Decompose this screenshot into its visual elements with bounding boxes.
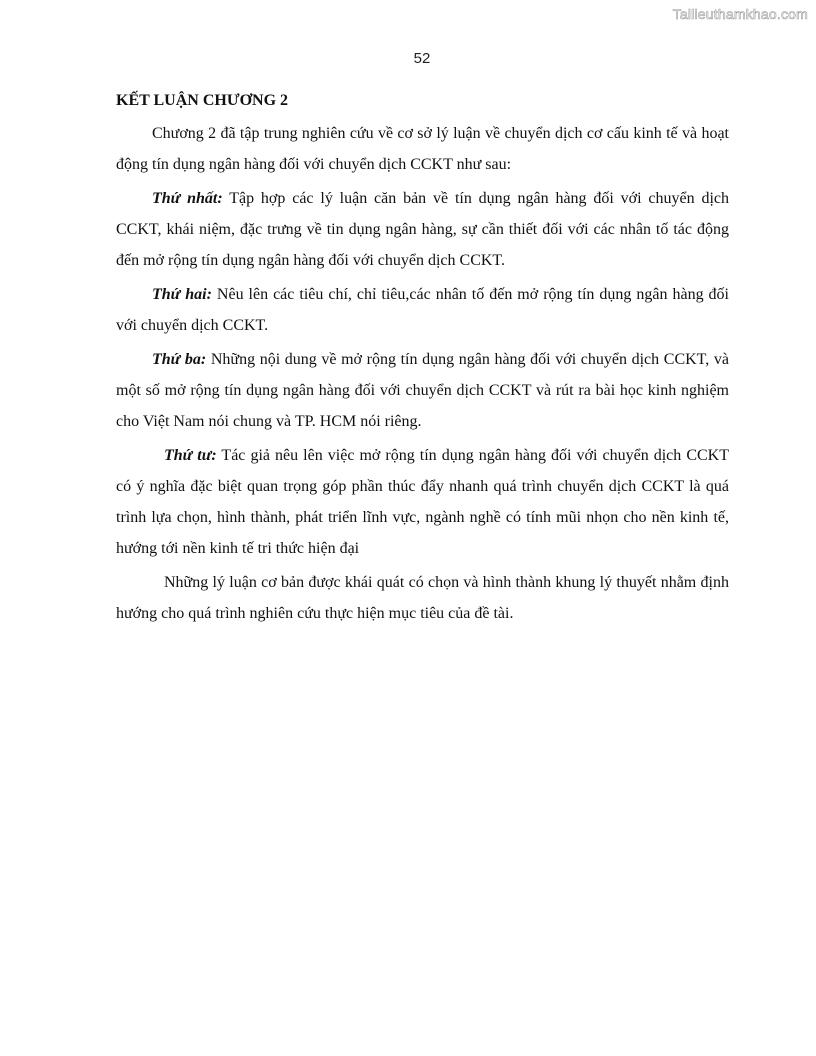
- page-number: 52: [413, 50, 431, 67]
- point-paragraph-1: [116, 183, 729, 276]
- point-lead-2: Thứ hai:: [152, 286, 212, 303]
- point-text-2: Nêu lên các tiêu chí, chỉ tiêu,các nhân tố đến mở rộng tín dụng ngân hàng đối với chuyển dịch CCKT.: [116, 286, 729, 334]
- point-text-3: Những nội dung về mở rộng tín dụng ngân hàng đối với chuyển dịch CCKT, và một số mở rộng tín dụng ngân hàng đối với chuyển dịch CCKT và rút ra bài học kinh nghiệm cho Việt Nam nói chung và TP. HCM nói riêng.: [116, 351, 729, 430]
- point-paragraph-4: [116, 440, 729, 564]
- chapter-conclusion-heading: KẾT LUẬN CHƯƠNG 2: [116, 92, 289, 109]
- point-lead-4: Thứ tư:: [164, 447, 217, 464]
- point-lead-1: Thứ nhất:: [152, 190, 223, 207]
- closing-paragraph: Những lý luận cơ bản được khái quát có chọn và hình thành khung lý thuyết nhằm định hướng cho quá trình nghiên cứu thực hiện mục tiêu của đề tài.: [116, 574, 729, 622]
- watermark-text: Tailieuthamkhao.com: [672, 6, 808, 22]
- point-paragraph-3: [116, 344, 729, 437]
- point-lead-3: Thứ ba:: [152, 351, 207, 368]
- intro-paragraph: Chương 2 đã tập trung nghiên cứu về cơ sở lý luận về chuyển dịch cơ cấu kinh tế và hoạt động tín dụng ngân hàng đối với chuyển dịch CCKT như sau:: [116, 125, 729, 173]
- document-body: [116, 88, 729, 632]
- point-text-4: Tác giả nêu lên việc mở rộng tín dụng ngân hàng đối với chuyển dịch CCKT có ý nghĩa đặc biệt quan trọng góp phần thúc đẩy nhanh quá trình chuyển dịch CCKT là quá trình lựa chọn, hình thành, phát triển lĩnh vực, ngành nghề có tính mũi nhọn cho nền kinh tế, hướng tới nền kinh tế tri thức hiện đại: [116, 447, 729, 557]
- point-text-1: Tập hợp các lý luận căn bản về tín dụng ngân hàng đối với chuyển dịch CCKT, khái niệm, đặc trưng về tin dụng ngân hàng, sự cần thiết đối với các nhân tố tác động đến mở rộng tín dụng ngân hàng đối với chuyển dịch CCKT.: [116, 190, 729, 269]
- point-paragraph-2: [116, 279, 729, 341]
